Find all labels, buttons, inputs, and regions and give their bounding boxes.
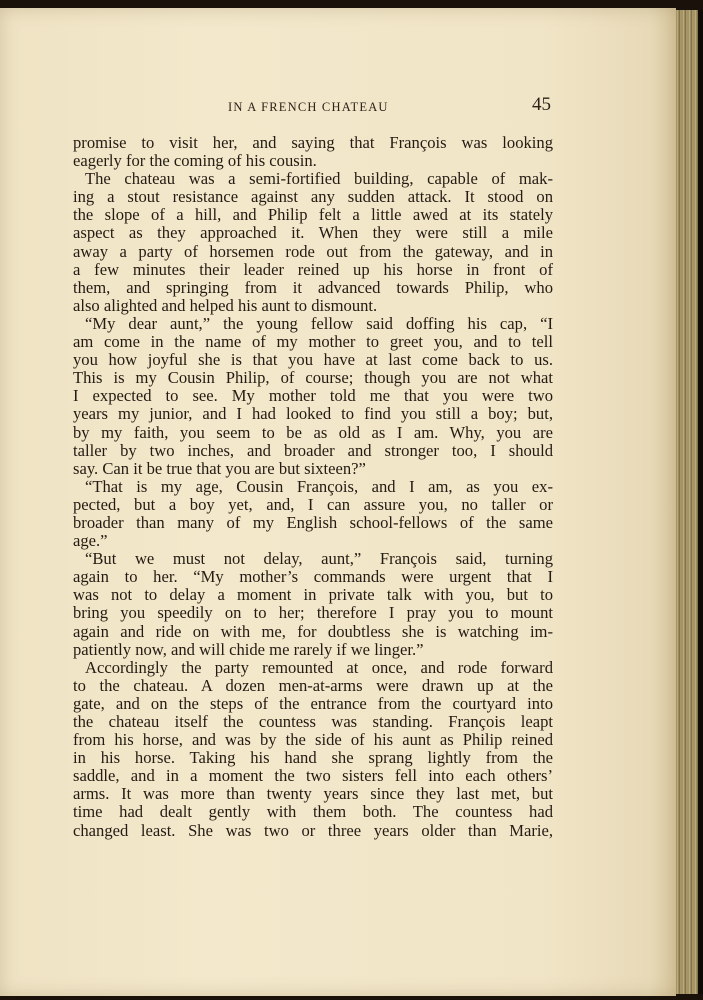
text-line: by my faith, you seem to be as old as I am. Why, you are bbox=[73, 422, 553, 442]
text-line: “But we must not delay, aunt,” François said, turning bbox=[85, 549, 553, 569]
text-line: “My dear aunt,” the young fellow said doffing his cap, “I bbox=[85, 313, 553, 333]
text-line: The chateau was a semi-fortified building, capable of mak- bbox=[85, 169, 553, 189]
text-line: again to her. “My mother’s commands were urgent that I bbox=[73, 567, 553, 587]
text-line: broader than many of my English school-fellows of the same bbox=[73, 512, 553, 532]
text-line: the slope of a hill, and Philip felt a little awed at its stately bbox=[73, 205, 553, 225]
text-line: you how joyful she is that you have at last come back to us. bbox=[73, 350, 553, 370]
text-line: also alighted and helped his aunt to dismount. bbox=[73, 295, 378, 315]
text-line: say. Can it be true that you are but sixteen?” bbox=[73, 458, 366, 478]
text-line: them, and springing from it advanced towards Philip, who bbox=[73, 277, 553, 297]
text-line: changed least. She was two or three years older than Marie, bbox=[73, 820, 553, 840]
text-line: arms. It was more than twenty years since they last met, but bbox=[73, 784, 553, 804]
text-line: pected, but a boy yet, and, I can assure you, no taller or bbox=[73, 494, 553, 514]
body-text bbox=[73, 134, 553, 840]
page-number: 45 bbox=[532, 94, 551, 115]
text-line: aspect as they approached it. When they were still a mile bbox=[73, 223, 553, 243]
text-line: ing a stout resistance against any sudden attack. It stood on bbox=[73, 187, 553, 207]
text-line: Accordingly the party remounted at once, and rode forward bbox=[85, 657, 553, 677]
text-line: promise to visit her, and saying that François was looking bbox=[73, 133, 553, 152]
page-header bbox=[0, 92, 676, 122]
book-page-edges bbox=[676, 10, 698, 994]
book-page bbox=[0, 8, 676, 996]
text-line: again and ride on with me, for doubtless she is watching im- bbox=[73, 621, 553, 641]
text-line: from his horse, and was by the side of his aunt as Philip reined bbox=[73, 730, 553, 750]
text-line: away a party of horsemen rode out from the gateway, and in bbox=[73, 241, 553, 261]
text-line: This is my Cousin Philip, of course; though you are not what bbox=[73, 368, 553, 388]
text-line: to the chateau. A dozen men-at-arms were drawn up at the bbox=[73, 675, 553, 695]
text-line: age.” bbox=[73, 531, 108, 551]
text-line: the chateau itself the countess was standing. François leapt bbox=[73, 712, 553, 731]
text-line: in his horse. Taking his hand she sprang lightly from the bbox=[73, 748, 553, 768]
text-line: patiently now, and will chide me rarely if we linger.” bbox=[73, 639, 424, 659]
book-edge-shadow bbox=[698, 10, 703, 994]
text-line: eagerly for the coming of his cousin. bbox=[73, 151, 317, 171]
text-line: a few minutes their leader reined up his horse in front of bbox=[73, 259, 553, 279]
text-line: I expected to see. My mother told me that you were two bbox=[73, 386, 553, 406]
text-line: “That is my age, Cousin François, and I am, as you ex- bbox=[85, 476, 553, 496]
text-line: time had dealt gently with them both. The countess had bbox=[73, 802, 553, 822]
text-line: bring you speedily on to her; therefore I pray you to mount bbox=[73, 603, 553, 623]
text-line: was not to delay a moment in private talk with you, but to bbox=[73, 585, 553, 605]
running-title: IN A FRENCH CHATEAU bbox=[228, 100, 389, 114]
text-line: gate, and on the steps of the entrance from the courtyard into bbox=[73, 693, 553, 713]
text-line: saddle, and in a moment the two sisters fell into each others’ bbox=[73, 766, 553, 786]
text-line: taller by two inches, and broader and stronger too, I should bbox=[73, 440, 553, 460]
text-line: years my junior, and I had looked to find you still a boy; but, bbox=[73, 404, 553, 424]
text-line: am come in the name of my mother to greet you, and to tell bbox=[73, 332, 553, 352]
